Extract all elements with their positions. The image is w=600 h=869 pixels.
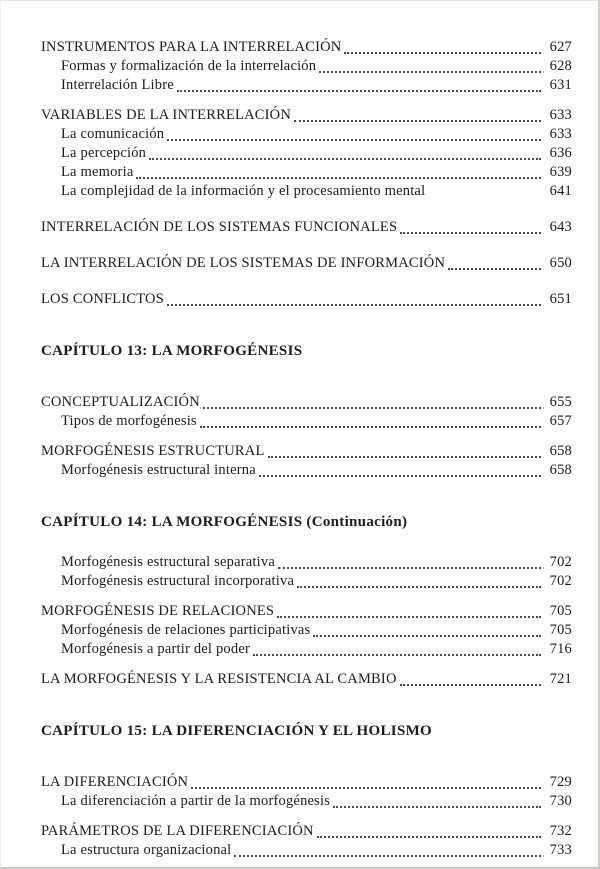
dot-leader [234,855,541,857]
toc-entry [41,393,572,412]
toc-entry-title: Morfogénesis de relaciones participativas [61,622,311,638]
toc-entry-page: 650 [549,255,572,271]
toc-entry-page: 702 [549,573,572,589]
toc-entry [41,144,572,163]
dot-leader [333,806,541,808]
toc-entry-title: LA INTERRELACIÓN DE LOS SISTEMAS DE INFORMACIÓN [41,255,446,271]
toc-entry-page: 658 [549,462,572,478]
dot-leader [136,177,541,179]
toc-entry-page: 633 [549,107,572,123]
toc-entry-title: Morfogénesis estructural incorporativa [61,573,295,589]
toc-entry-title: CAPÍTULO 13: LA MORFOGÉNESIS [41,343,303,359]
toc-entry [41,513,572,532]
toc-entry-page: 705 [549,603,572,619]
dot-leader [177,90,541,92]
toc-entry [41,841,572,860]
toc-entry-title: VARIABLES DE LA INTERRELACIÓN [41,107,292,123]
toc-entry-page: 729 [549,774,572,790]
toc-entry [41,106,572,125]
toc-entry-title: LOS CONFLICTOS [41,291,164,307]
dot-leader [253,654,541,656]
toc-entry-title: CONCEPTUALIZACIÓN [41,394,200,410]
toc-entry-title: Interrelación Libre [61,77,174,93]
dot-leader [259,475,541,477]
toc-entry-title: MORFOGÉNESIS ESTRUCTURAL [41,443,265,459]
toc-entry [41,254,572,273]
toc-entry [41,572,572,591]
toc-entry-title: Morfogénesis a partir del poder [61,641,251,657]
toc-entry [41,553,572,572]
toc-entry-title: Morfogénesis estructural interna [61,462,256,478]
toc-entry-title: La estructura organizacional [61,842,232,858]
toc-entry-title: La diferenciación a partir de la morfogénesis [61,793,331,809]
toc-entry-title: MORFOGÉNESIS DE RELACIONES [41,603,275,619]
toc-entry-page: 658 [549,443,572,459]
dot-leader [313,635,541,637]
toc-entry-page: 730 [549,793,572,809]
toc-entry [41,57,572,76]
toc-entry [41,38,572,57]
dot-leader [400,684,541,686]
dot-leader [203,407,541,409]
dot-leader [277,616,541,618]
toc-entry-page: 641 [549,183,572,199]
toc-entry-page: 631 [549,77,572,93]
toc-entry-page: 705 [549,622,572,638]
toc-entry-page: 628 [549,58,572,74]
toc-entry [41,822,572,841]
toc-entry-title: Tipos de morfogénesis [61,413,197,429]
dot-leader [297,586,541,588]
dot-leader [200,426,541,428]
toc-entry [41,125,572,144]
toc-entry-title: PARÁMETROS DE LA DIFERENCIACIÓN [41,823,314,839]
toc-entry-page: 636 [549,145,572,161]
toc-entry-page: 643 [549,219,572,235]
toc-entry-title: La complejidad de la información y el procesamiento mental [61,183,426,199]
dot-leader [167,304,541,306]
toc-entry [41,342,572,361]
toc-entry-page: 651 [549,291,572,307]
toc-entry [41,670,572,689]
toc-entry-title: Morfogénesis estructural separativa [61,554,275,570]
toc-entry [41,442,572,461]
toc-entry-title: La comunicación [61,126,165,142]
dot-leader [294,120,541,122]
dot-leader [278,567,541,569]
toc-list [41,27,572,860]
toc-entry-title: La memoria [61,164,134,180]
toc-entry-page: 716 [549,641,572,657]
toc-entry [41,602,572,621]
toc-entry [41,182,572,201]
toc-entry [41,76,572,95]
toc-entry [41,163,572,182]
toc-entry-page: 639 [549,164,572,180]
toc-entry-title: CAPÍTULO 14: LA MORFOGÉNESIS (Continuación) [41,514,408,530]
toc-entry-page: 657 [549,413,572,429]
toc-entry-title: LA DIFERENCIACIÓN [41,774,189,790]
toc-entry-page: 655 [549,394,572,410]
toc-entry [41,218,572,237]
toc-entry-title: Formas y formalización de la interrelación [61,58,317,74]
toc-entry-page: 732 [549,823,572,839]
dot-leader [167,139,541,141]
dot-leader [191,787,541,789]
dot-leader [317,836,541,838]
toc-entry [41,461,572,480]
dot-leader [149,158,541,160]
toc-entry [41,722,572,741]
toc-entry-title: INSTRUMENTOS PARA LA INTERRELACIÓN [41,39,342,55]
dot-leader [448,268,541,270]
toc-entry [41,640,572,659]
toc-entry-title: LA MORFOGÉNESIS Y LA RESISTENCIA AL CAMBIO [41,671,397,687]
dot-leader [344,52,541,54]
dot-leader [268,456,541,458]
toc-entry-page: 702 [549,554,572,570]
dot-leader [400,232,541,234]
dot-leader [319,71,541,73]
toc-entry-page: 633 [549,126,572,142]
toc-entry-page: 721 [549,671,572,687]
toc-entry [41,621,572,640]
toc-entry-page: 733 [549,842,572,858]
toc-entry-title: INTERRELACIÓN DE LOS SISTEMAS FUNCIONALES [41,219,398,235]
toc-entry-title: La percepción [61,145,147,161]
toc-entry [41,792,572,811]
toc-entry [41,290,572,309]
toc-entry-title: CAPÍTULO 15: LA DIFERENCIACIÓN Y EL HOLISMO [41,723,433,739]
toc-entry-page: 627 [549,39,572,55]
toc-entry [41,773,572,792]
toc-entry [41,412,572,431]
